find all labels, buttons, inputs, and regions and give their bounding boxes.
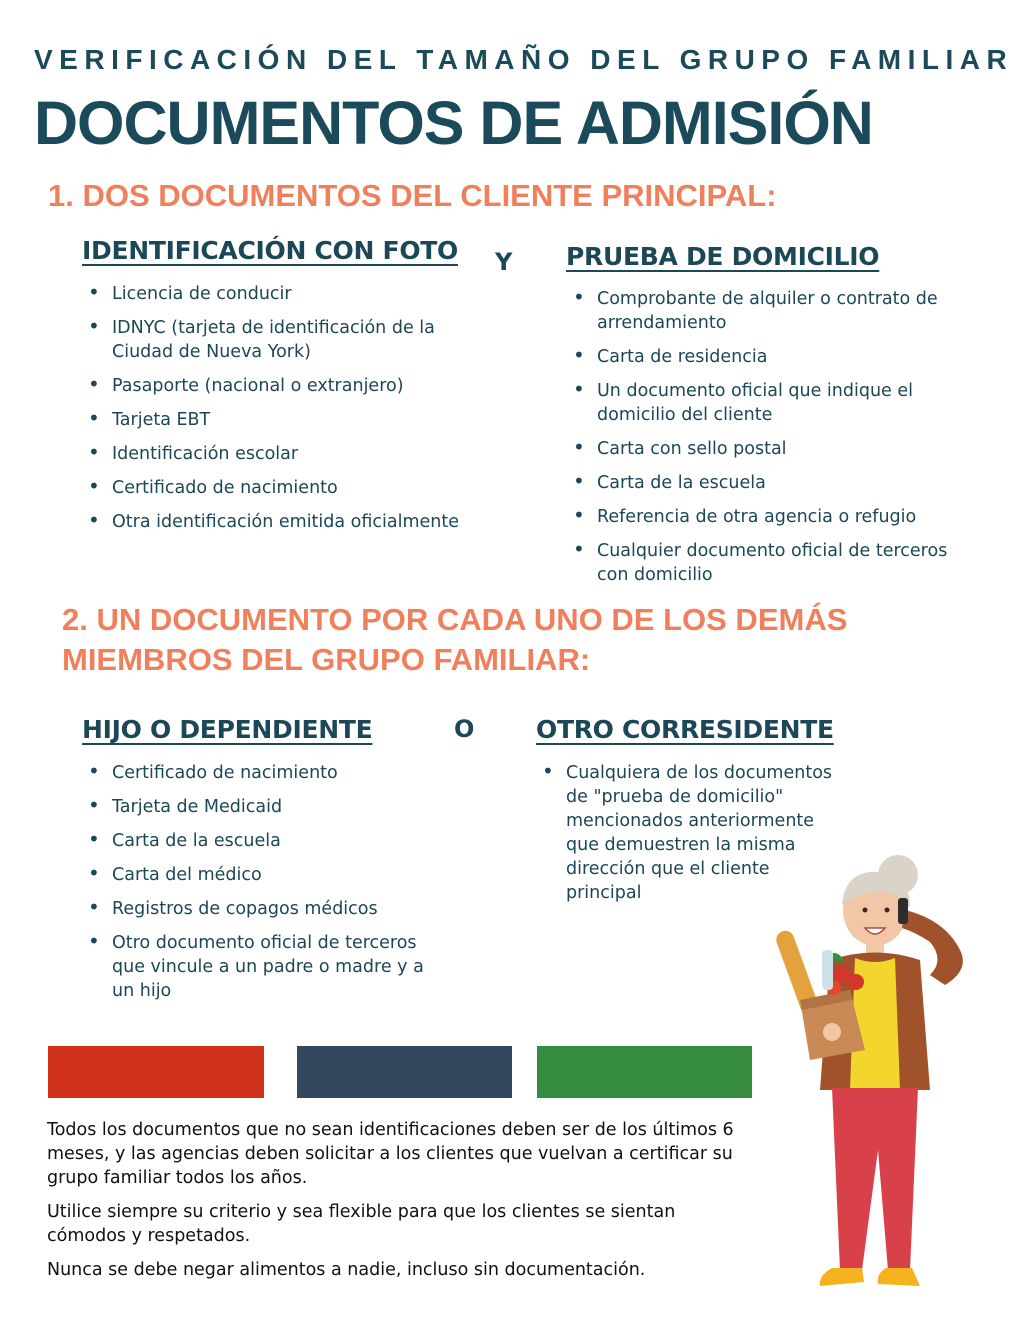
list-item: • Carta de la escuela <box>82 829 442 853</box>
list-item: • Tarjeta EBT <box>82 408 482 432</box>
list-item: • Cualquiera de los documentos de "prueba de domicilio" mencionados anteriormente que demuestren la misma dirección que el cliente principal <box>536 761 836 905</box>
address-proof-list <box>567 287 967 597</box>
address-proof-heading: PRUEBA DE DOMICILIO <box>566 242 880 271</box>
list-item: • Certificado de nacimiento <box>82 476 482 500</box>
child-heading: HIJO O DEPENDIENTE <box>82 715 373 744</box>
list-item: • Pasaporte (nacional o extranjero) <box>82 374 482 398</box>
page-subtitle: VERIFICACIÓN DEL TAMAÑO DEL GRUPO FAMILIAR <box>34 44 1014 75</box>
color-swatch-navy <box>297 1046 512 1098</box>
color-swatch-green <box>537 1046 752 1098</box>
list-item: • Carta de la escuela <box>567 471 967 495</box>
list-item: • Carta del médico <box>82 863 442 887</box>
photo-id-heading: IDENTIFICACIÓN CON FOTO <box>82 236 458 265</box>
note-paragraph: Nunca se debe negar alimentos a nadie, incluso sin documentación. <box>47 1260 646 1280</box>
list-item: • Un documento oficial que indique el domicilio del cliente <box>567 379 967 427</box>
section-2-heading <box>62 600 847 680</box>
photo-id-list <box>82 282 482 544</box>
section-2-heading-line-2: MIEMBROS DEL GRUPO FAMILIAR: <box>62 642 591 677</box>
child-list <box>82 761 442 1013</box>
list-item: • Carta de residencia <box>567 345 967 369</box>
list-item: • Licencia de conducir <box>82 282 482 306</box>
list-item: • Otro documento oficial de terceros que vincule a un padre o madre y a un hijo <box>82 931 442 1003</box>
list-item: • Otra identificación emitida oficialmente <box>82 510 482 534</box>
section-2-heading-line-1: 2. UN DOCUMENTO POR CADA UNO DE LOS DEMÁS <box>62 602 848 637</box>
list-item: • Referencia de otra agencia o refugio <box>567 505 967 529</box>
list-item: • Carta con sello postal <box>567 437 967 461</box>
list-item: • Tarjeta de Medicaid <box>82 795 442 819</box>
list-item: • Certificado de nacimiento <box>82 761 442 785</box>
section-1-heading: 1. DOS DOCUMENTOS DEL CLIENTE PRINCIPAL: <box>48 178 777 213</box>
list-item: • Identificación escolar <box>82 442 482 466</box>
note-paragraph: Utilice siempre su criterio y sea flexible para que los clientes se sientan cómodos y respetados. <box>47 1202 676 1246</box>
or-conjunction: O <box>454 715 475 743</box>
woman-with-groceries-icon <box>770 850 980 1300</box>
list-item: • IDNYC (tarjeta de identificación de la Ciudad de Nueva York) <box>82 316 482 364</box>
page-title: DOCUMENTOS DE ADMISIÓN <box>34 89 873 157</box>
list-item: • Registros de copagos médicos <box>82 897 442 921</box>
list-item: • Cualquier documento oficial de terceros con domicilio <box>567 539 967 587</box>
coresident-heading: OTRO CORRESIDENTE <box>536 715 834 744</box>
and-conjunction: Y <box>495 248 513 276</box>
notes <box>47 1118 757 1282</box>
note-paragraph: Todos los documentos que no sean identificaciones deben ser de los últimos 6 meses, y las agencias deben solicitar a los clientes que vuelvan a certificar su grupo familiar todos los años. <box>47 1120 734 1188</box>
color-swatch-red <box>48 1046 264 1098</box>
list-item: • Comprobante de alquiler o contrato de arrendamiento <box>567 287 967 335</box>
